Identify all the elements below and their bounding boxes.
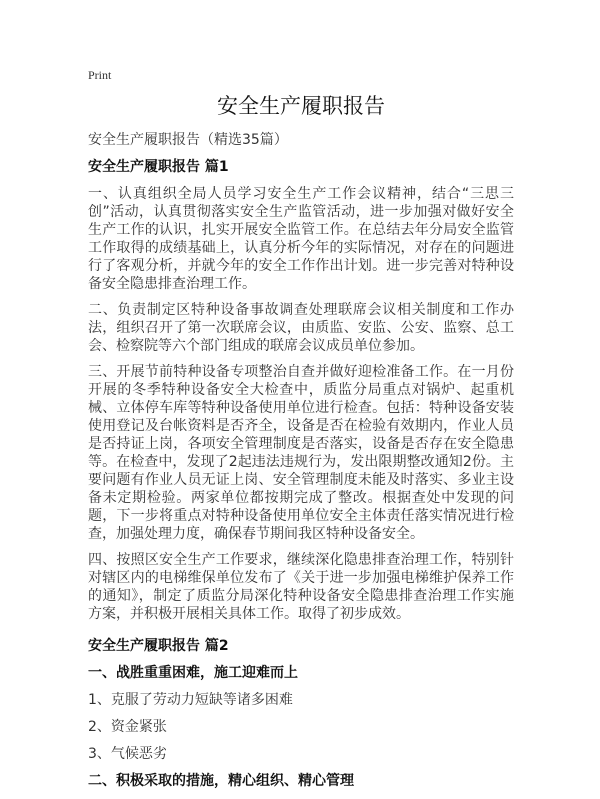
list-item: 1、克服了劳动力短缺等诸多困难 (88, 692, 293, 708)
document-title: 安全生产履职报告 (217, 94, 385, 118)
print-link[interactable]: Print (88, 68, 112, 82)
document-subtitle: 安全生产履职报告（精选35篇） (88, 132, 288, 148)
subheading: 二、积极采取的措施，精心组织、精心管理 (88, 773, 354, 789)
paragraph: 三、开展节前特种设备专项整治自查并做好迎检准备工作。在一月份开展的冬季特种设备安全大检查中，质监分局重点对锅炉、起重机械、立体停车库等特种设备使用单位进行检查。包括：特种设备安装使用登记及台帐资料是否齐全，设备是否在检验有效期内，作业人员是否持证上岗，各项安全管理制度是否落实，设备是否存在安全隐患等。在检查中，发现了2起违法违规行为，发出限期整改通知2份。主要问题有作业人员无证上岗、安全管理制度未能及时落实、多业主设备未定期检验。两家单位都按期完成了整改。根据查处中发现的问题，下一步将重点对特种设备使用单位安全主体责任落实情况进行检查，加强处理力度，确保春节期间我区特种设备安全。 (88, 364, 514, 542)
paragraph: 一、认真组织全局人员学习安全生产工作会议精神，结合“三思三创”活动，认真贯彻落实安全生产监管活动，进一步加强对做好安全生产工作的认识，扎实开展安全监管工作。在总结去年分局安全监管工作取得的成绩基础上，认真分析今年的实际情况，对存在的问题进行了客观分析，并就今年的安全工作作出计划。进一步完善对特种设备安全隐患排查治理工作。 (88, 186, 514, 292)
document-page (88, 68, 514, 799)
section-heading-2: 安全生产履职报告 篇2 (88, 638, 229, 654)
list-item: 3、气候恶劣 (88, 746, 167, 762)
section-heading-1: 安全生产履职报告 篇1 (88, 159, 229, 175)
paragraph: 四、按照区安全生产工作要求，继续深化隐患排查治理工作，特别针对辖区内的电梯维保单位发布了《关于进一步加强电梯维护保养工作的通知》，制定了质监分局深化特种设备安全隐患排查治理工作实施方案，并积极开展相关具体工作。取得了初步成效。 (88, 552, 514, 622)
paragraph: 二、负责制定区特种设备事故调查处理联席会议相关制度和工作办法，组织召开了第一次联席会议，由质监、安监、公安、监察、总工会、检察院等六个部门组成的联席会议成员单位参加。 (88, 302, 514, 354)
subheading: 一、战胜重重困难，施工迎难而上 (88, 665, 298, 681)
list-item: 2、资金紧张 (88, 719, 167, 735)
